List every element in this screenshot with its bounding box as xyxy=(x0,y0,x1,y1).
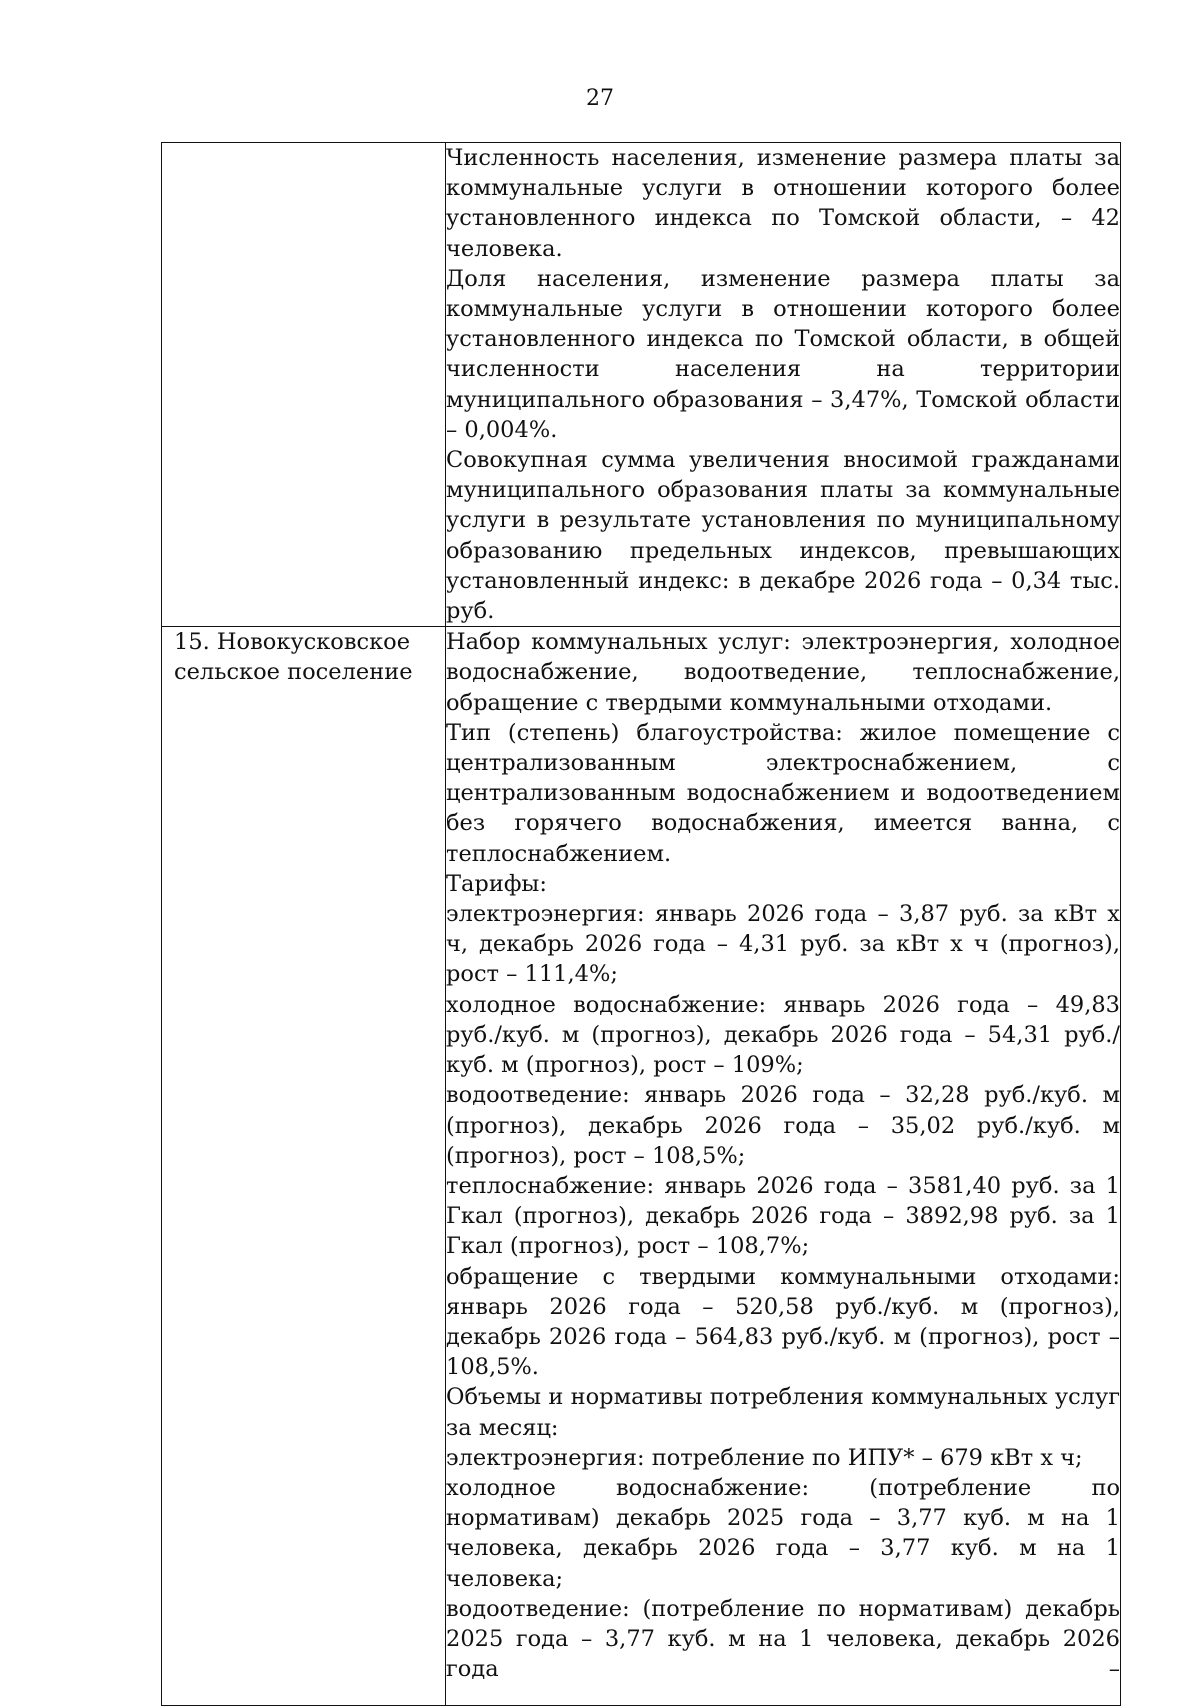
paragraph: теплоснабжение: январь 2026 года – 3581,40 руб. за 1 Гкал (прогноз), декабрь 2026 года – 3892,98 руб. за 1 Гкал (прогноз), рост – 108,7%; xyxy=(446,1172,1120,1260)
paragraph: холодное водоснабжение: январь 2026 года – 49,83 руб./куб. м (прогноз), декабрь 2026 года – 54,31 руб./куб. м (прогноз), рост – 109%; xyxy=(446,991,1120,1079)
paragraph: Доля населения, изменение размера платы за коммунальные услуги в отношении которого более установленного индекса по Томской области, в общей численности населения на территории муниципального образования – 3,47%, Томской области – 0,004%. xyxy=(446,265,1120,443)
table-row xyxy=(162,627,1121,1706)
page-number: 27 xyxy=(586,86,614,111)
paragraph: Набор коммунальных услуг: электроэнергия, холодное водоснабжение, водоотведение, теплоснабжение, обращение с твердыми коммунальными отходами. xyxy=(446,629,1120,716)
paragraph: электроэнергия: январь 2026 года – 3,87 руб. за кВт х ч, декабрь 2026 года – 4,31 руб. за кВт х ч (прогноз), рост – 111,4%; xyxy=(446,901,1120,988)
paragraph: водоотведение: январь 2026 года – 32,28 руб./куб. м (прогноз), декабрь 2026 года – 35,02 руб./куб. м (прогноз), рост – 108,5%; xyxy=(446,1082,1120,1169)
paragraph: электроэнергия: потребление по ИПУ* – 679 кВт х ч; xyxy=(446,1444,1083,1471)
municipality-cell xyxy=(162,143,446,627)
paragraph: Тип (степень) благоустройства: жилое помещение с централизованным электроснабжением, с централизованным водоснабжением и водоотведением без горячего водоснабжения, имеется ванна, с теплоснабжением. xyxy=(446,719,1120,867)
municipality-name: 15. Новокусковское сельское поселение xyxy=(174,629,413,686)
paragraph: обращение с твердыми коммунальными отходами: январь 2026 года – 520,58 руб./куб. м (прогноз), декабрь 2026 года – 564,83 руб./куб. м (прогноз), рост – 108,5%. xyxy=(446,1263,1120,1381)
paragraph: Численность населения, изменение размера платы за коммунальные услуги в отношении которого более установленного индекса по Томской области, – 42 человека. xyxy=(446,145,1120,262)
paragraph: холодное водоснабжение: (потребление по нормативам) декабрь 2025 года – 3,77 куб. м на 1 человека, декабрь 2026 года – 3,77 куб. м на 1 человека; xyxy=(446,1474,1120,1592)
paragraph: Совокупная сумма увеличения вносимой гражданами муниципального образования платы за коммунальные услуги в результате установления по муниципальному образованию предельных индексов, превышающих установленный индекс: в декабре 2026 года – 0,34 тыс. руб. xyxy=(446,447,1120,625)
paragraph: водоотведение: (потребление по нормативам) декабрь 2025 года – 3,77 куб. м на 1 человека, декабрь 2026 года – xyxy=(446,1595,1120,1683)
municipality-table xyxy=(161,142,1121,1706)
paragraph: Тарифы: xyxy=(446,870,547,897)
paragraph: Объемы и нормативы потребления коммунальных услуг за месяц: xyxy=(446,1384,1120,1441)
description-cell xyxy=(446,627,1121,1706)
description-cell xyxy=(446,143,1121,627)
municipality-cell xyxy=(162,627,446,1706)
table-row xyxy=(162,143,1121,627)
